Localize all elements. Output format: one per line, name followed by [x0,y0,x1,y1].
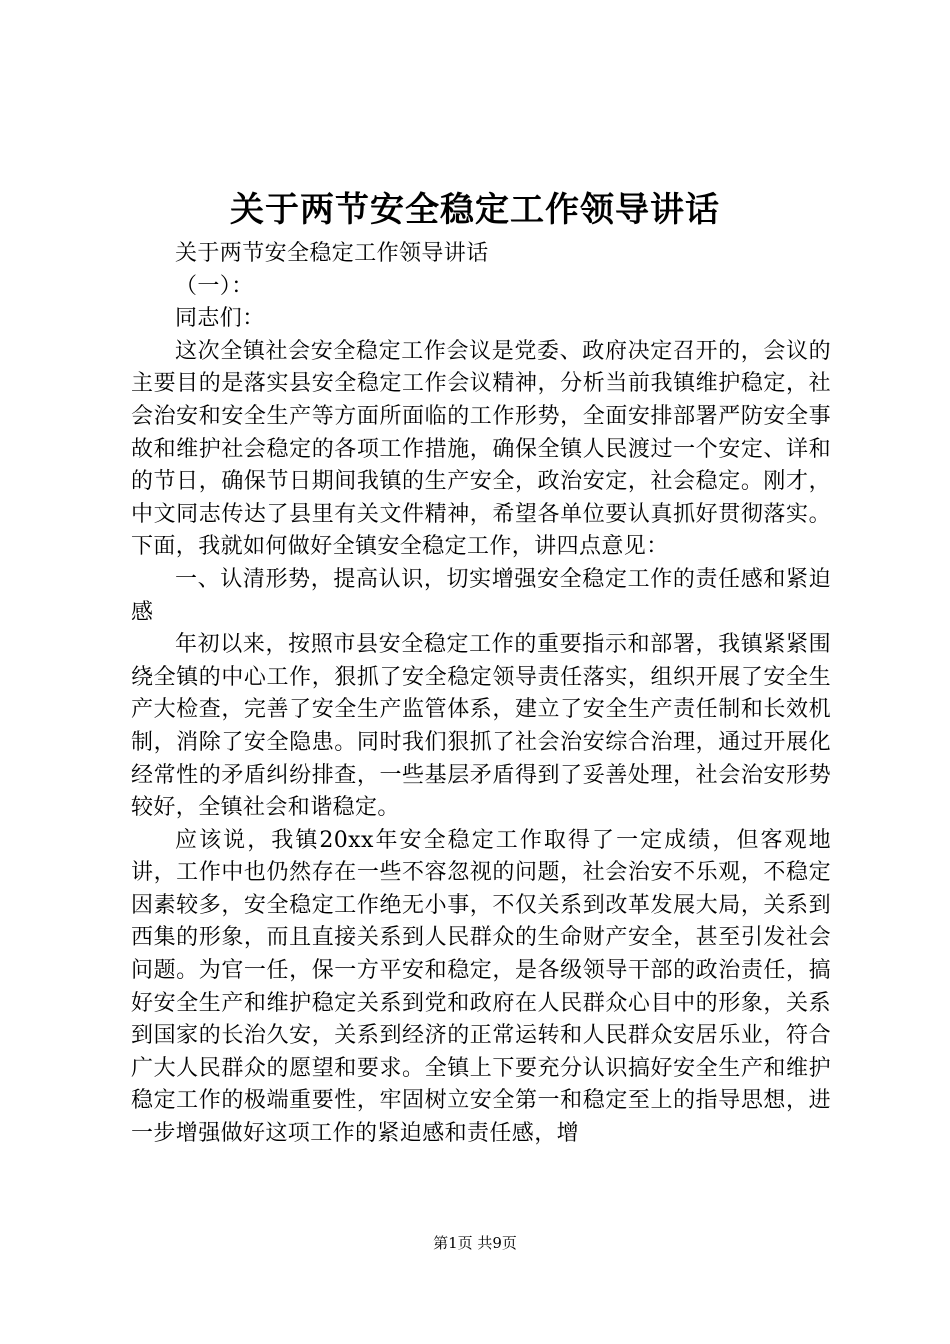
paragraph-heading-one: 一、认清形势，提高认识，切实增强安全稳定工作的责任感和紧迫感 [131,566,831,625]
paragraph-section-marker: （一）： [175,273,254,299]
page-number-footer: 第1页 共9页 [433,1234,517,1252]
paragraph-salutation: 同志们： [175,306,265,332]
document-title: 关于两节安全稳定工作领导讲话 [230,190,720,230]
document-body [131,238,831,1151]
paragraph-intro: 这次全镇社会安全稳定工作会议是党委、政府决定召开的，会议的主要目的是落实县安全稳定工作会议精神，分析当前我镇维护稳定，社会治安和安全生产等方面所面临的工作形势，全面安排部署严防安全事故和维护社会稳定的各项工作措施，确保全镇人民渡过一个安定、详和的节日，确保节日期间我镇的生产安全，政治安定，社会稳定。刚才，中文同志传达了县里有关文件精神，希望各单位要认真抓好贯彻落实。下面，我就如何做好全镇安全稳定工作，讲四点意见： [131,338,831,560]
paragraph-assessment: 应该说，我镇20xx年安全稳定工作取得了一定成绩，但客观地讲，工作中也仍然存在一些不容忽视的问题，社会治安不乐观，不稳定因素较多，安全稳定工作绝无小事，不仅关系到改革发展大局，关系到西集的形象，而且直接关系到人民群众的生命财产安全，甚至引发社会问题。为官一任，保一方平安和稳定，是各级领导干部的政治责任，搞好安全生产和维护稳定关系到党和政府在人民群众心目中的形象，关系到国家的长治久安，关系到经济的正常运转和人民群众安居乐业，符合广大人民群众的愿望和要求。全镇上下要充分认识搞好安全生产和维护稳定工作的极端重要性，牢固树立安全第一和稳定至上的指导思想，进一步增强做好这项工作的紧迫感和责任感，增 [131,827,831,1147]
paragraph-progress: 年初以来，按照市县安全稳定工作的重要指示和部署，我镇紧紧围绕全镇的中心工作，狠抓了安全稳定领导责任落实，组织开展了安全生产大检查，完善了安全生产监管体系，建立了安全生产责任制和长效机制，消除了安全隐患。同时我们狠抓了社会治安综合治理，通过开展化经常性的矛盾纠纷排查，一些基层矛盾得到了妥善处理，社会治安形势较好，全镇社会和谐稳定。 [131,632,831,821]
paragraph-subtitle: 关于两节安全稳定工作领导讲话 [175,241,489,266]
